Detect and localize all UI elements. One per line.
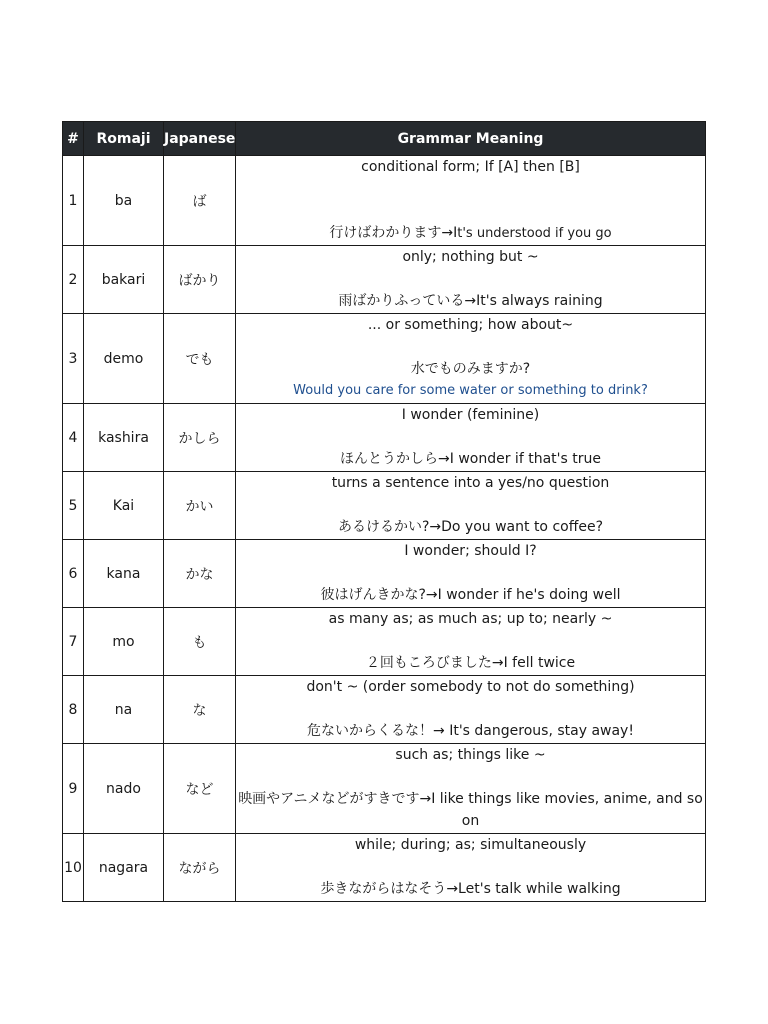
example-sentence: ２回もころびました→I fell twice: [365, 655, 576, 671]
grammar-table: [62, 121, 706, 902]
row-number: 5: [63, 472, 84, 540]
row-number: 8: [63, 676, 84, 744]
example-sentence: ほんとうかしら→I wonder if that's true: [340, 451, 601, 467]
japanese-cell: など: [164, 744, 236, 834]
japanese-cell: も: [164, 608, 236, 676]
meaning-cell: [236, 744, 706, 834]
meaning-text: while; during; as; simultaneously: [354, 837, 587, 853]
table-row: [63, 676, 706, 744]
japanese-cell: かい: [164, 472, 236, 540]
table-row: [63, 314, 706, 404]
meaning-text: ... or something; how about~: [367, 317, 574, 333]
romaji-cell: nagara: [84, 834, 164, 902]
table-row: [63, 404, 706, 472]
romaji-cell: demo: [84, 314, 164, 404]
table-row: [63, 156, 706, 246]
japanese-cell: かしら: [164, 404, 236, 472]
japanese-cell: でも: [164, 314, 236, 404]
example-jp: 行けばわかります→I: [329, 225, 458, 241]
japanese-cell: かな: [164, 540, 236, 608]
meaning-text: don't ~ (order somebody to not do something): [306, 679, 635, 695]
meaning-cell: [236, 156, 706, 246]
japanese-cell: ばかり: [164, 246, 236, 314]
row-number: 3: [63, 314, 84, 404]
romaji-cell: nado: [84, 744, 164, 834]
header-romaji: Romaji: [84, 122, 164, 156]
meaning-cell: [236, 834, 706, 902]
header-number: #: [63, 122, 84, 156]
table-row: [63, 834, 706, 902]
meaning-text: I wonder; should I?: [404, 543, 537, 559]
meaning-cell: [236, 608, 706, 676]
japanese-cell: ながら: [164, 834, 236, 902]
romaji-cell: ba: [84, 156, 164, 246]
table-row: [63, 472, 706, 540]
example-sentence: 雨ばかりふっている→It's always raining: [338, 293, 603, 309]
table-row: [63, 744, 706, 834]
romaji-cell: kana: [84, 540, 164, 608]
row-number: 4: [63, 404, 84, 472]
example-sentence: 映画やアニメなどがすきです→I like things like movies, anime, and so on: [238, 791, 703, 829]
japanese-cell: な: [164, 676, 236, 744]
meaning-text: such as; things like ~: [395, 747, 546, 763]
japanese-cell: ば: [164, 156, 236, 246]
romaji-cell: kashira: [84, 404, 164, 472]
example-sentence: 歩きながらはなそう→Let's talk while walking: [320, 881, 621, 897]
meaning-cell: [236, 314, 706, 404]
row-number: 9: [63, 744, 84, 834]
meaning-cell: [236, 540, 706, 608]
romaji-cell: na: [84, 676, 164, 744]
row-number: 7: [63, 608, 84, 676]
meaning-cell: [236, 246, 706, 314]
example-sentence: 彼はげんきかな?→I wonder if he's doing well: [320, 587, 621, 603]
meaning-text: as many as; as much as; up to; nearly ~: [328, 611, 613, 627]
romaji-cell: bakari: [84, 246, 164, 314]
example-translation: Would you care for some water or something to drink?: [293, 383, 648, 398]
meaning-text: turns a sentence into a yes/no question: [331, 475, 610, 491]
meaning-cell: [236, 404, 706, 472]
header-japanese: Japanese: [164, 122, 236, 156]
row-number: 10: [63, 834, 84, 902]
meaning-cell: [236, 472, 706, 540]
table-row: [63, 540, 706, 608]
row-number: 1: [63, 156, 84, 246]
row-number: 2: [63, 246, 84, 314]
header-grammar-meaning: Grammar Meaning: [236, 122, 706, 156]
romaji-cell: mo: [84, 608, 164, 676]
meaning-text: I wonder (feminine): [401, 407, 540, 423]
meaning-text: only; nothing but ~: [402, 249, 539, 265]
example-en: t's understood if you go: [457, 226, 612, 241]
example-sentence: 危ないからくるな！→ It's dangerous, stay away!: [307, 723, 634, 739]
table-header-row: [63, 122, 706, 156]
table-row: [63, 246, 706, 314]
row-number: 6: [63, 540, 84, 608]
example-sentence: [236, 222, 705, 245]
romaji-cell: Kai: [84, 472, 164, 540]
meaning-cell: [236, 676, 706, 744]
meaning-text: conditional form; If [A] then [B]: [361, 159, 580, 175]
example-sentence: あるけるかい?→Do you want to coffee?: [337, 519, 604, 535]
table-row: [63, 608, 706, 676]
example-sentence: 水でものみますか?: [410, 361, 531, 377]
